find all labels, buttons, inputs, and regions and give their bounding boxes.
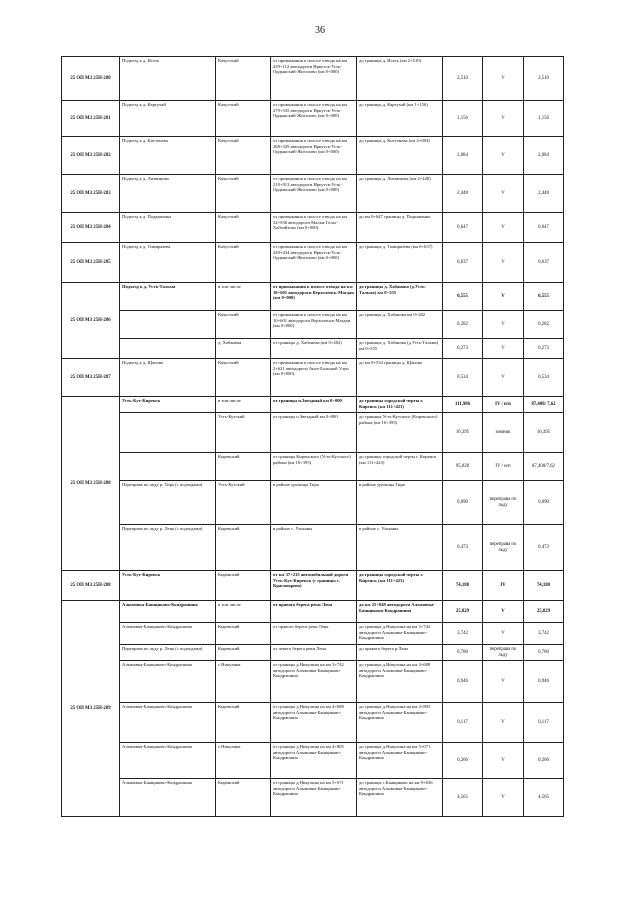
total-length: 25,829: [524, 601, 564, 623]
segment-start: от границы д.Никулина на км 4+805 автодороги Алымовка-Банщиково-Кондрашина: [271, 743, 357, 779]
segment-start: от левого берега реки Лена: [271, 645, 357, 661]
segment-start: от границы д.Никулина на км 3+742 автодороги Алымовка-Банщиково-Кондрашина: [271, 661, 357, 703]
district: Качугский: [216, 243, 271, 283]
table-row: [62, 743, 564, 779]
road-category: V: [483, 703, 524, 743]
table-row: [62, 453, 564, 481]
road-category: IV / н/п: [483, 397, 524, 413]
district: Качугский: [216, 175, 271, 213]
table-row: [62, 413, 564, 453]
length-km: 4,565: [443, 779, 483, 817]
district: Качугский: [216, 137, 271, 175]
total-length: 87,408/ 7,62: [524, 397, 564, 413]
road-name: Подъезд к д. Литвинова: [120, 175, 216, 213]
length-km: 0,266: [443, 743, 483, 779]
table-row: [62, 311, 564, 339]
segment-start: от границы п.Звездный км 0+000: [271, 397, 357, 413]
road-code: 25 ОП МЗ 25Н-285: [62, 243, 120, 283]
segment-end: до границы городской черты г. Киренск (км 111+423): [357, 397, 443, 413]
length-km: 0,090: [443, 481, 483, 525]
total-length: 0,473: [524, 525, 564, 571]
road-category: V: [483, 779, 524, 817]
segment-start: от примыкания к полосе отвода на км 268+329 автодороги Иркутск-Усть-Ордынский-Жигалово (км 0+000): [271, 137, 357, 175]
road-name: Усть-Кут-Киренск: [120, 397, 216, 413]
total-length: 3,742: [524, 623, 564, 645]
total-length: 2,448: [524, 175, 564, 213]
road-category: IV / н/п: [483, 453, 524, 481]
segment-start: от границы Киренского (Усть-Кутского) района (км 16+395): [271, 453, 357, 481]
segment-end: до границы д. Кистенева (км 2+084): [357, 137, 443, 175]
road-name: Алымовка-Банщиково-Кондрашина: [120, 703, 216, 743]
table-row: [62, 623, 564, 645]
road-name: [120, 311, 216, 339]
segment-start: от границы д.Никулина на км 5+071 автодороги Алымовка-Банщиково-Кондрашина: [271, 779, 357, 817]
road-category: V: [483, 137, 524, 175]
length-km: 16,395: [443, 413, 483, 453]
table-row: [62, 175, 564, 213]
segment-start: от границы д.Никулина на км 4+688 автодороги Алымовка-Банщиково-Кондрашина: [271, 703, 357, 743]
table-row: [62, 481, 564, 525]
road-category: V: [483, 339, 524, 359]
road-name: Алымовка-Банщиково-Кондрашина: [120, 601, 216, 623]
district: Киренский: [216, 623, 271, 645]
district: Качугский: [216, 311, 271, 339]
segment-end: до км 0+647 границы д. Подкаменка: [357, 213, 443, 243]
segment-end: до правого берега р.Лена: [357, 645, 443, 661]
total-length: 1,156: [524, 101, 564, 137]
district: д. Хабанова: [216, 339, 271, 359]
road-register-table: [61, 56, 564, 817]
road-name: Алымовка-Банщиково-Кондрашина: [120, 661, 216, 703]
road-name: Алымовка-Банщиково-Кондрашина: [120, 743, 216, 779]
table-row: [62, 525, 564, 571]
length-km: 0,946: [443, 661, 483, 703]
segment-start: от границы д. Хабанова (км 0+282): [271, 339, 357, 359]
total-length: 0,647: [524, 213, 564, 243]
segment-start: от примыкания к полосе отвода на км 2+621 автодороги Анга-Большой Улун (км 0+000): [271, 359, 357, 397]
district: Качугский: [216, 213, 271, 243]
district: с.Никулина: [216, 743, 271, 779]
table-row: [62, 601, 564, 623]
road-code: 25 ОП МЗ 25Н-289: [62, 601, 120, 817]
district: в том числе: [216, 601, 271, 623]
road-name: Подъезд к д. Тимирязева: [120, 243, 216, 283]
road-category: V: [483, 311, 524, 339]
road-name: Подъезд к д. Кистенева: [120, 137, 216, 175]
segment-start: от правого берега реки Лена: [271, 623, 357, 645]
road-category: V: [483, 283, 524, 311]
segment-start: от правого берега реки Лена: [271, 601, 357, 623]
district: Киренский: [216, 645, 271, 661]
road-category: V: [483, 623, 524, 645]
segment-end: до границы д. Исеть (км 2+510): [357, 57, 443, 101]
district: Качугский: [216, 101, 271, 137]
segment-end: до границы д.Никулина на км 4+688 автодороги Алымовка-Банщиково-Кондрашина: [357, 661, 443, 703]
district: Усть-Кутский: [216, 481, 271, 525]
district: Киренский: [216, 779, 271, 817]
segment-end: до границы д. Литвинова (км 2+448): [357, 175, 443, 213]
segment-end: до границы д.Никулина на км 5+071 автодороги Алымовка-Банщиково-Кондрашина: [357, 743, 443, 779]
road-code: 25 ОП МЗ 25Н-287: [62, 359, 120, 397]
total-length: 4,565: [524, 779, 564, 817]
road-category: V: [483, 175, 524, 213]
road-code: 25 ОП МЗ 25Н-288: [62, 571, 120, 601]
length-km: 0,555: [443, 283, 483, 311]
road-code: 25 ОП МЗ 25Н-284: [62, 213, 120, 243]
road-name: Усть-Кут-Киренск: [120, 571, 216, 601]
road-category: V: [483, 57, 524, 101]
segment-start: от примыкания к полосе отвода на км 32+936 автодороги Малые Голы-Хабхайтово (км 0+000): [271, 213, 357, 243]
segment-end: до границы д. Хабанова (д.Усть-Тальма) км 0+555: [357, 339, 443, 359]
road-name: Подъезд к д. Картухай: [120, 101, 216, 137]
road-code: 25 ОП МЗ 25Н-288: [62, 397, 120, 571]
district: Качугский: [216, 359, 271, 397]
length-km: 2,448: [443, 175, 483, 213]
road-code: 25 ОП МЗ 25Н-280: [62, 57, 120, 101]
total-length: 0,780: [524, 645, 564, 661]
segment-end: до границы Усть-Кутского (Киренского) района (км 16+395): [357, 413, 443, 453]
page-number: 36: [315, 25, 325, 36]
road-category: V: [483, 743, 524, 779]
segment-end: до км 0+534 границы д. Щапова: [357, 359, 443, 397]
road-name: Переправа по льду р. Тира (с подходами): [120, 481, 216, 525]
table-row: [62, 283, 564, 311]
total-length: 87,408/7,62: [524, 453, 564, 481]
total-length: 0,117: [524, 703, 564, 743]
road-category: переправа по льду: [483, 645, 524, 661]
road-category: IV: [483, 571, 524, 601]
segment-end: в районе урочища Тира: [357, 481, 443, 525]
total-length: 74,188: [524, 571, 564, 601]
segment-start: от границы п.Звездный км 0+000: [271, 413, 357, 453]
district: Киренский: [216, 525, 271, 571]
road-name: Подъезд к д. Подкаменка: [120, 213, 216, 243]
district: с.Никулина: [216, 661, 271, 703]
segment-end: до границы с.Банщиково на км 9+636 автодороги Алымовка-Банщиково-Кондрашина: [357, 779, 443, 817]
total-length: 0,090: [524, 481, 564, 525]
table-row: [62, 397, 564, 413]
total-length: 0,946: [524, 661, 564, 703]
table-row: [62, 101, 564, 137]
road-code: 25 ОП МЗ 25Н-282: [62, 137, 120, 175]
total-length: 16,395: [524, 413, 564, 453]
district: Киренский: [216, 453, 271, 481]
segment-start: от км 37+235 автомобильной дороги Усть-Кут-Киренск (с границы с. Красноярово): [271, 571, 357, 601]
segment-start: в районе с. Ульканы: [271, 525, 357, 571]
length-km: 0,780: [443, 645, 483, 661]
table-row: [62, 661, 564, 703]
district: Киренский: [216, 703, 271, 743]
table-row: [62, 213, 564, 243]
road-name: [120, 453, 216, 481]
length-km: 0,282: [443, 311, 483, 339]
length-km: 111,986: [443, 397, 483, 413]
segment-end: до границы д.Никулина на км 4+805 автодороги Алымовка-Банщиково-Кондрашина: [357, 703, 443, 743]
table-row: [62, 703, 564, 743]
segment-start: от примыкания к полосе отвода на км 10+601 автодороги Верхоленск-Магдан (км 0+000): [271, 283, 357, 311]
segment-end: до границы д. Хабанова (д.Усть-Тальма) км 0+555: [357, 283, 443, 311]
table-row: [62, 137, 564, 175]
length-km: 0,647: [443, 213, 483, 243]
total-length: 0,273: [524, 339, 564, 359]
length-km: 1,156: [443, 101, 483, 137]
district: Качугский: [216, 57, 271, 101]
segment-end: до км 25+049 автодороги Алымовка-Банщиково-Кондрашина: [357, 601, 443, 623]
road-category: V: [483, 359, 524, 397]
road-name: Подъезд к д. Исеть: [120, 57, 216, 101]
road-name: Переправа по льду р. Лена (с подходами): [120, 645, 216, 661]
road-name: Алымовка-Банщиково-Кондрашина: [120, 779, 216, 817]
district: в том числе: [216, 397, 271, 413]
length-km: 25,829: [443, 601, 483, 623]
length-km: 74,188: [443, 571, 483, 601]
total-length: 0,534: [524, 359, 564, 397]
segment-end: до границы д. Хабанова км 0+282: [357, 311, 443, 339]
road-name: [120, 339, 216, 359]
road-category: V: [483, 601, 524, 623]
segment-end: до границы д.Никулина на км 3+742 автодороги Алымовка-Банщиково-Кондрашина: [357, 623, 443, 645]
table-row: [62, 645, 564, 661]
total-length: 0,555: [524, 283, 564, 311]
total-length: 0,637: [524, 243, 564, 283]
length-km: 0,534: [443, 359, 483, 397]
segment-start: от примыкания к полосе отвода на км 279+535 автодороги Иркутск-Усть-Ордынский-Жигалово (км 0+000): [271, 101, 357, 137]
district: Усть-Кутский: [216, 413, 271, 453]
length-km: 95,028: [443, 453, 483, 481]
road-category: V: [483, 243, 524, 283]
segment-start: от примыкания к полосе отвода на км 210+913 автодороги Иркутск-Усть-Ордынский-Жигалово (км 0+000): [271, 175, 357, 213]
district: Киренский: [216, 571, 271, 601]
length-km: 3,742: [443, 623, 483, 645]
road-code: 25 ОП МЗ 25Н-283: [62, 175, 120, 213]
road-code: 25 ОП МЗ 25Н-286: [62, 283, 120, 359]
road-category: V: [483, 101, 524, 137]
table-row: [62, 779, 564, 817]
road-name: Алымовка-Банщиково-Кондрашина: [120, 623, 216, 645]
segment-start: от примыкания к полосе отвода на км 249+434 автодороги Иркутск-Усть-Ордынский-Жигалово (км 0+000): [271, 243, 357, 283]
length-km: 0,117: [443, 703, 483, 743]
length-km: 0,637: [443, 243, 483, 283]
road-category: зимник: [483, 413, 524, 453]
table-row: [62, 359, 564, 397]
road-code: 25 ОП МЗ 25Н-281: [62, 101, 120, 137]
length-km: 0,273: [443, 339, 483, 359]
road-name: Подъезд к д. Усть-Тальма: [120, 283, 216, 311]
total-length: 0,282: [524, 311, 564, 339]
total-length: 2,084: [524, 137, 564, 175]
length-km: 2,084: [443, 137, 483, 175]
table-row: [62, 339, 564, 359]
road-name: Переправа по льду р. Лена (с подходами): [120, 525, 216, 571]
segment-end: до границы д. Картухай (км 1+156): [357, 101, 443, 137]
district: в том числе: [216, 283, 271, 311]
road-name: [120, 413, 216, 453]
table-row: [62, 57, 564, 101]
segment-end: до границы городской черты г. Киренск (км 111+423): [357, 453, 443, 481]
road-name: Подъезд к д. Щапова: [120, 359, 216, 397]
segment-end: до границы городской черты г. Киренск (км 111+423): [357, 571, 443, 601]
length-km: 0,473: [443, 525, 483, 571]
segment-end: до границы д. Тимирязева (км 0+637): [357, 243, 443, 283]
road-category: V: [483, 213, 524, 243]
segment-start: в районе урочища Тира: [271, 481, 357, 525]
table-row: [62, 571, 564, 601]
road-category: переправа по льду: [483, 525, 524, 571]
road-category: переправа по льду: [483, 481, 524, 525]
segment-start: от примыкания к полосе отвода на км 10+601 автодороги Верхоленск-Магдан (км 0+000): [271, 311, 357, 339]
segment-end: в районе с. Ульканы: [357, 525, 443, 571]
total-length: 2,510: [524, 57, 564, 101]
road-category: V: [483, 661, 524, 703]
length-km: 2,510: [443, 57, 483, 101]
total-length: 0,266: [524, 743, 564, 779]
table-row: [62, 243, 564, 283]
segment-start: от примыкания к полосе отвода на км 239+112 автодороги Иркутск-Усть-Ордынский-Жигалово (км 0+000): [271, 57, 357, 101]
